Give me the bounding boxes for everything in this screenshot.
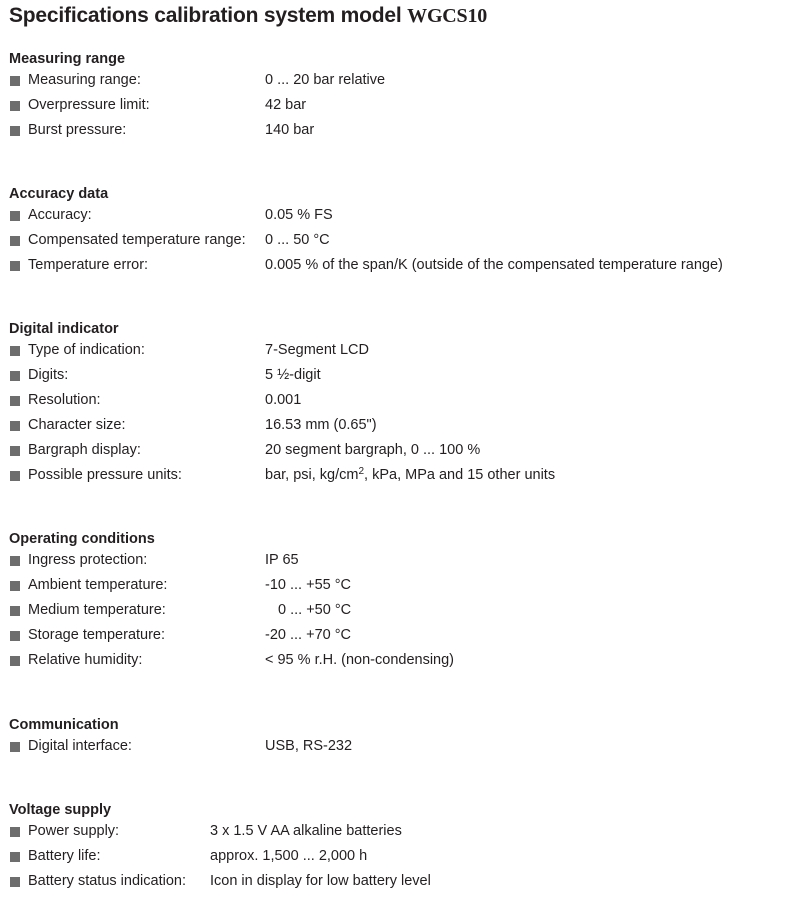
section-heading: Accuracy data	[9, 186, 109, 202]
spec-label: Power supply:	[28, 823, 120, 839]
spec-row	[9, 463, 789, 488]
title-main: Specifications calibration system model	[9, 4, 402, 27]
spec-value	[265, 463, 555, 488]
section-communication	[9, 716, 789, 759]
spec-value: 0.005 % of the span/K (outside of the compensated temperature range)	[265, 257, 723, 273]
section-voltage-supply	[9, 801, 789, 894]
spec-label: Overpressure limit:	[28, 97, 150, 113]
value-text: , kPa, MPa and 15 other units	[364, 467, 556, 483]
square-bullet-icon	[10, 101, 20, 111]
spec-label: Battery life:	[28, 848, 101, 864]
square-bullet-icon	[10, 877, 20, 887]
page-title	[9, 4, 487, 28]
spec-label: Battery status indication:	[28, 873, 186, 889]
section-measuring-range	[9, 50, 789, 143]
spec-row	[9, 413, 789, 438]
section-heading: Communication	[9, 717, 119, 733]
spec-label: Resolution:	[28, 392, 101, 408]
square-bullet-icon	[10, 581, 20, 591]
section-heading: Digital indicator	[9, 321, 119, 337]
spec-label: Medium temperature:	[28, 602, 166, 618]
spec-value: -10 ... +55 °C	[265, 577, 351, 593]
spec-row	[9, 118, 789, 143]
square-bullet-icon	[10, 371, 20, 381]
square-bullet-icon	[10, 852, 20, 862]
spec-label: Burst pressure:	[28, 122, 127, 138]
spec-label: Type of indication:	[28, 342, 145, 358]
spec-label: Storage temperature:	[28, 627, 166, 643]
spec-label: Ingress protection:	[28, 552, 148, 568]
title-model: WGCS10	[407, 5, 488, 27]
square-bullet-icon	[10, 742, 20, 752]
spec-label: Character size:	[28, 417, 126, 433]
square-bullet-icon	[10, 261, 20, 271]
spec-value: 16.53 mm (0.65")	[265, 417, 377, 433]
spec-row	[9, 623, 789, 648]
spec-label: Ambient temperature:	[28, 577, 168, 593]
square-bullet-icon	[10, 556, 20, 566]
spec-label: Accuracy:	[28, 207, 92, 223]
spec-row	[9, 548, 789, 573]
spec-row	[9, 734, 789, 759]
spec-row	[9, 598, 789, 623]
spec-value: 0 ... 20 bar relative	[265, 72, 386, 88]
spec-value: Icon in display for low battery level	[210, 873, 431, 889]
square-bullet-icon	[10, 76, 20, 86]
spec-label: Bargraph display:	[28, 442, 141, 458]
spec-row	[9, 363, 789, 388]
square-bullet-icon	[10, 656, 20, 666]
spec-row	[9, 338, 789, 363]
spec-label: Digits:	[28, 367, 69, 383]
spec-row	[9, 388, 789, 413]
spec-label: Compensated temperature range:	[28, 232, 246, 248]
spec-value: approx. 1,500 ... 2,000 h	[210, 848, 368, 864]
spec-value: 20 segment bargraph, 0 ... 100 %	[265, 442, 481, 458]
spec-row	[9, 648, 789, 673]
spec-row	[9, 869, 789, 894]
section-digital-indicator	[9, 320, 789, 488]
spec-value: USB, RS-232	[265, 738, 353, 754]
spec-value: 7-Segment LCD	[265, 342, 369, 358]
square-bullet-icon	[10, 211, 20, 221]
spec-value: 3 x 1.5 V AA alkaline batteries	[210, 823, 402, 839]
spec-label: Temperature error:	[28, 257, 149, 273]
spec-row	[9, 819, 789, 844]
square-bullet-icon	[10, 236, 20, 246]
square-bullet-icon	[10, 346, 20, 356]
square-bullet-icon	[10, 396, 20, 406]
square-bullet-icon	[10, 606, 20, 616]
spec-label: Possible pressure units:	[28, 467, 182, 483]
spec-value: 0 ... +50 °C	[278, 602, 352, 618]
section-heading: Voltage supply	[9, 802, 112, 818]
spec-value: < 95 % r.H. (non-condensing)	[265, 652, 455, 668]
square-bullet-icon	[10, 446, 20, 456]
square-bullet-icon	[10, 421, 20, 431]
spec-row	[9, 228, 789, 253]
spec-label: Measuring range:	[28, 72, 141, 88]
spec-row	[9, 573, 789, 598]
spec-row	[9, 93, 789, 118]
section-operating-conditions	[9, 530, 789, 673]
value-superscript: 2	[358, 466, 365, 477]
spec-value: 140 bar	[265, 122, 315, 138]
section-accuracy-data	[9, 185, 789, 278]
spec-value: 0 ... 50 °C	[265, 232, 330, 248]
spec-value: 42 bar	[265, 97, 307, 113]
spec-row	[9, 68, 789, 93]
square-bullet-icon	[10, 471, 20, 481]
spec-row	[9, 438, 789, 463]
value-text: bar, psi, kg/cm	[265, 467, 359, 483]
square-bullet-icon	[10, 631, 20, 641]
spec-label: Digital interface:	[28, 738, 132, 754]
spec-row	[9, 203, 789, 228]
spec-label: Relative humidity:	[28, 652, 143, 668]
spec-value: IP 65	[265, 552, 299, 568]
spec-value: 0.05 % FS	[265, 207, 333, 223]
spec-row	[9, 844, 789, 869]
spec-value: -20 ... +70 °C	[265, 627, 351, 643]
spec-value: 5 ½-digit	[265, 367, 321, 383]
square-bullet-icon	[10, 827, 20, 837]
spec-row	[9, 253, 789, 278]
spec-value: 0.001	[265, 392, 302, 408]
section-heading: Measuring range	[9, 51, 126, 67]
section-heading: Operating conditions	[9, 531, 155, 547]
square-bullet-icon	[10, 126, 20, 136]
